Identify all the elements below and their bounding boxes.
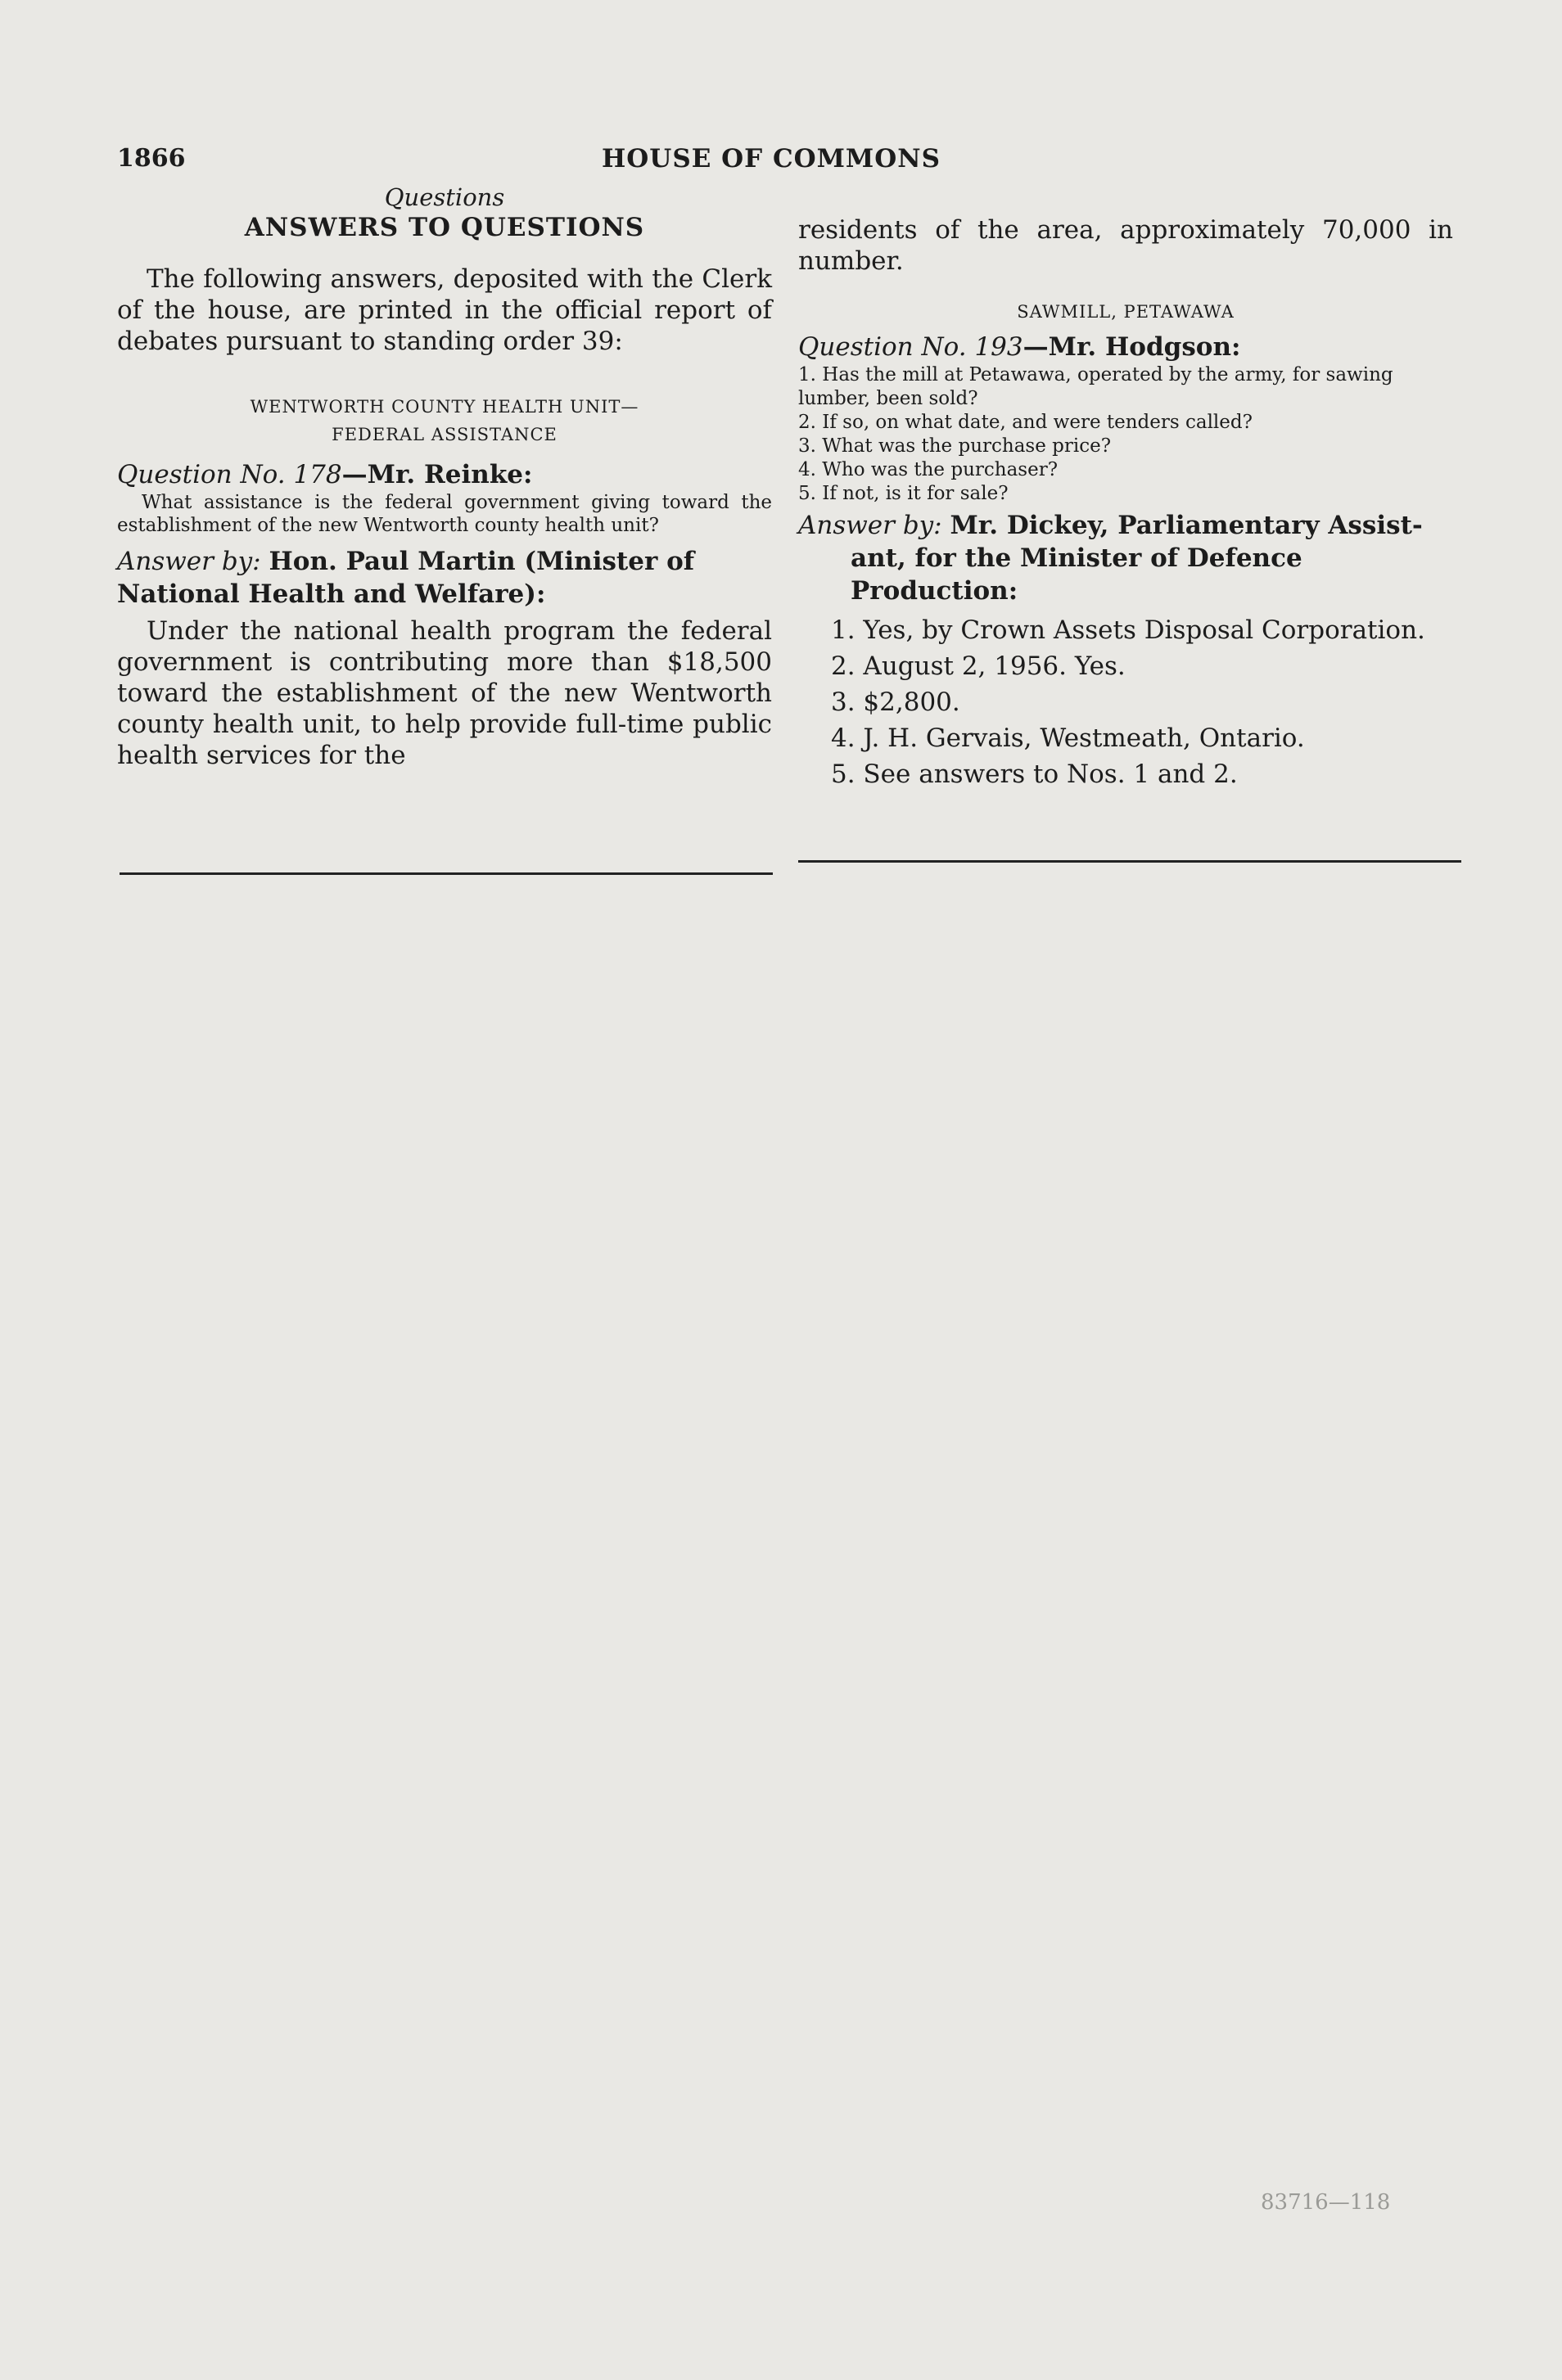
q193-answer-item: 3. $2,800. [831,687,960,717]
q178-question-member: —Mr. Reinke: [341,460,533,489]
left-column [117,182,772,771]
q178-question-text: What assistance is the federal government giving toward the establishment of the new Wentworth county health unit? [117,492,772,536]
running-head: HOUSE OF COMMONS [602,144,941,174]
right-column [798,214,1453,792]
q193-answer-label: Answer by: [798,511,942,540]
q193-answer-item: 2. August 2, 1956. Yes. [831,651,1126,681]
q193-heading: SAWMILL, PETAWAWA [1017,302,1235,322]
q178-question-line [117,458,772,491]
q193-question-item: 5. If not, is it for sale? [798,483,1009,504]
section-label: Questions [384,183,505,211]
q178-answer-line [117,545,772,611]
q178-heading-line1: WENTWORTH COUNTY HEALTH UNIT— [250,397,639,417]
q178-answer-text: Under the national health program the federal government is contributing more than $18,500 toward the establishment of the new Wentworth county health unit, to help provide full-time public health services for the [117,616,772,770]
q193-question-item: 4. Who was the purchaser? [798,459,1059,480]
q193-answer-by-line2: ant, for the Minister of Defence Production: [851,543,1302,606]
intro-paragraph: The following answers, deposited with the Clerk of the house, are printed in the official report of debates pursuant to standing order 39: [117,264,772,356]
answer-continuation: residents of the area, approximately 70,000 in number. [798,215,1453,276]
q178-answer-label: Answer by: [117,547,261,576]
q193-answer-line [798,509,1453,542]
page-number: 1866 [117,144,186,173]
q193-question-item: 1. Has the mill at Petawawa, operated by the army, for sawing lumber, been sold? [798,364,1393,409]
q178-heading-line2: FEDERAL ASSISTANCE [332,425,558,444]
q193-answer-item: 4. J. H. Gervais, Westmeath, Ontario. [831,723,1305,753]
q193-answer-item: 5. See answers to Nos. 1 and 2. [831,760,1238,789]
section-title: ANSWERS TO QUESTIONS [244,213,645,242]
left-column-end-rule [120,872,773,875]
q193-question-list [798,363,1453,506]
q193-question-line [798,331,1453,363]
q178-answer-by: Hon. Paul Martin (Minister of National Health and Welfare): [117,547,695,609]
right-column-end-rule [798,860,1461,863]
q193-question-item: 3. What was the purchase price? [798,435,1112,457]
q178-question-label: Question No. 178 [117,460,342,489]
q193-question-member: —Mr. Hodgson: [1023,332,1241,362]
q193-answer-list [798,612,1453,792]
q193-answer-item: 1. Yes, by Crown Assets Disposal Corporation. [831,615,1425,645]
folio-mark: 83716—118 [1261,2190,1391,2215]
q193-question-item: 2. If so, on what date, and were tenders called? [798,412,1253,433]
q193-question-label: Question No. 193 [798,332,1023,362]
q193-answer-by-line1: Mr. Dickey, Parliamentary Assist- [950,511,1423,540]
